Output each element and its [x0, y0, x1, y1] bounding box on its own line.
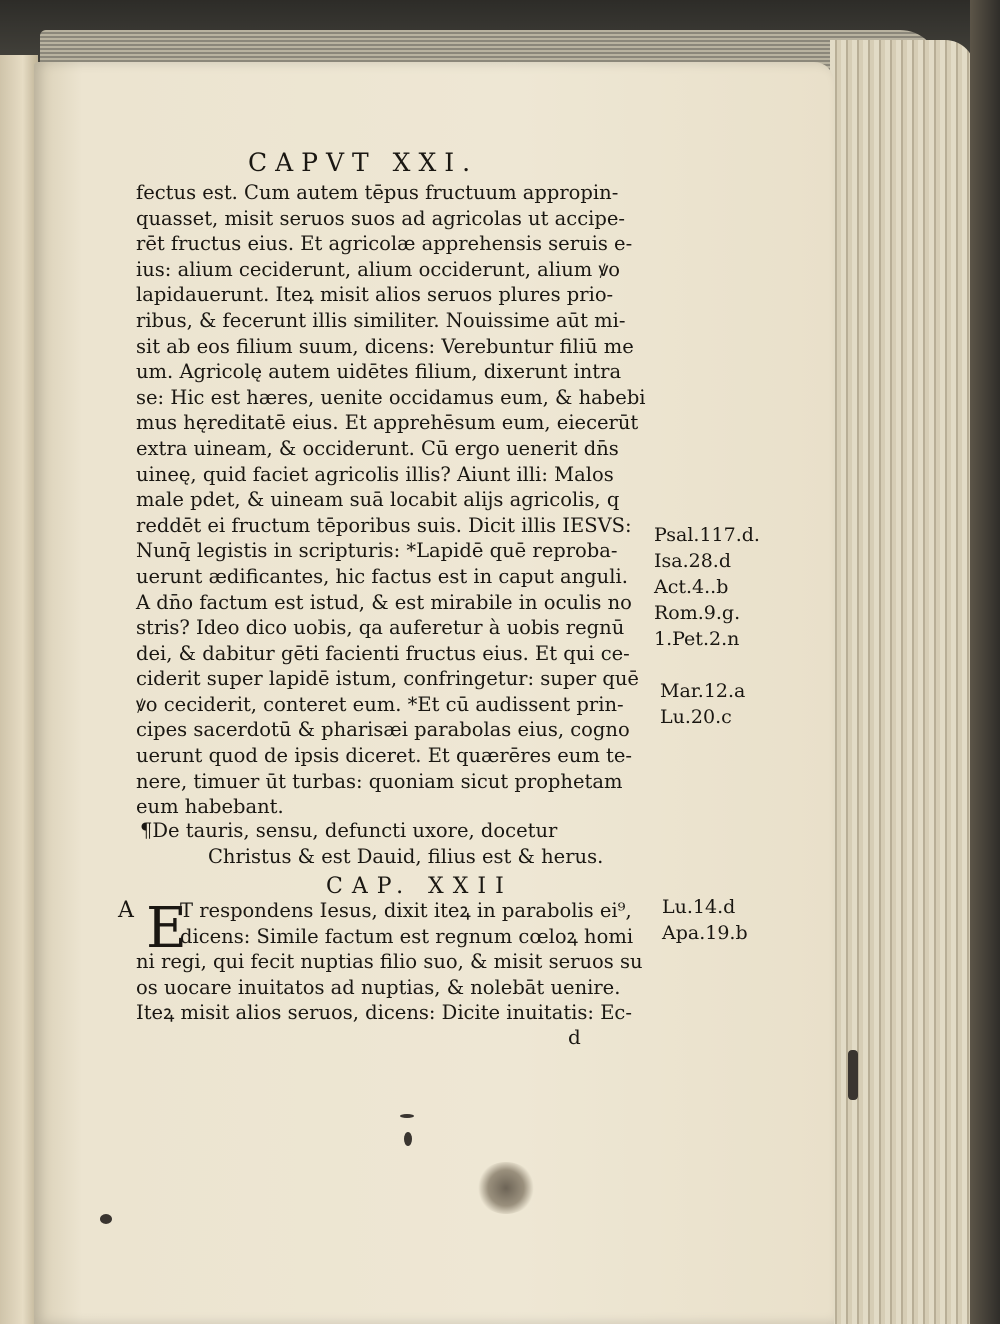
text-line: cipes sacerdotū & pharisæi parabolas eius, cogno [136, 718, 630, 742]
text-line: rēt fructus eius. Et agricolæ apprehensis seruis e- [136, 232, 633, 256]
text-line: T respondens Iesus, dixit iteꝝ in parabolis ei⁹, [180, 899, 632, 922]
text-line: A dn̄o factum est istud, & est mirabile in oculis no [136, 590, 632, 614]
text-line: ciderit super lapidē istum, confringetur: super quē [136, 667, 639, 691]
text-line: se: Hic est hæres, uenite occidamus eum, & habebi [136, 385, 646, 409]
text-line: um. Agricolę autem uidētes filium, dixerunt intra [136, 360, 622, 384]
left-page-edge [0, 55, 38, 1324]
text-line: dei, & dabitur gēti facienti fructus eius. Et qui ce- [136, 641, 630, 665]
text-line: ius: alium ceciderunt, alium occiderunt, alium ꝟo [136, 257, 620, 281]
paper-speck [404, 1132, 412, 1146]
body-text [136, 180, 656, 820]
text-line: mus hęreditatē eius. Et apprehēsum eum, eiecerūt [136, 411, 639, 435]
text-line: os uocare inuitatos ad nuptias, & nolebāt uenire. [136, 975, 621, 999]
text-line: Nunq̄ legistis in scripturis: *Lapidē quē reproba- [136, 539, 618, 563]
chapter-text [136, 898, 656, 1026]
margin-note: Act.4..b [654, 576, 729, 598]
text-line: ribus, & fecerunt illis similiter. Nouissime aūt mi- [136, 308, 626, 332]
margin-note: Rom.9.g. [654, 602, 741, 624]
text-line: sit ab eos filium suum, dicens: Verebuntur filiū me [136, 334, 634, 358]
text-line: stris? Ideo dico uobis, qa auferetur à uobis regnū [136, 616, 625, 640]
section-letter: A [118, 898, 134, 923]
book-cover-edge [970, 0, 1000, 1324]
margin-note: Mar.12.a [660, 680, 746, 702]
text-line: ꝟo ceciderit, conteret eum. *Et cū audissent prin- [136, 692, 624, 716]
text-line: uineę, quid faciet agricolis illis? Aiunt illi: Malos [136, 462, 614, 486]
margin-note: 1.Pet.2.n [654, 628, 740, 650]
text-line: extra uineam, & occiderunt. Cū ergo uenerit dn̄s [136, 436, 619, 460]
text-line: quasset, misit seruos suos ad agricolas ut accipe- [136, 206, 625, 230]
paper-speck [400, 1114, 414, 1118]
page-edge-mark [848, 1050, 858, 1100]
text-line: nere, timuer ūt turbas: quoniam sicut prophetam [136, 769, 623, 793]
running-head: CAPVT XXI. [248, 148, 479, 177]
summary-line: Christus & est Dauid, filius est & herus. [208, 844, 604, 868]
chapter-summary [140, 818, 660, 869]
margin-note: Lu.20.c [660, 706, 732, 728]
text-line: fectus est. Cum autem tēpus fructuum appropin- [136, 181, 619, 204]
text-line: uerunt quod de ipsis diceret. Et quærēres eum te- [136, 744, 633, 768]
margin-note: Apa.19.b [662, 922, 748, 944]
margin-note: Lu.14.d [662, 896, 736, 918]
margin-note: Isa.28.d [654, 550, 732, 572]
page-stack-right [830, 40, 975, 1324]
summary-line: ¶De tauris, sensu, defuncti uxore, docetur [140, 819, 558, 842]
text-line: Iteꝝ misit alios seruos, dicens: Dicite inuitatis: Ec- [136, 1001, 632, 1025]
chapter-title: CAP. XXII [326, 874, 513, 899]
margin-note: Psal.117.d. [654, 524, 760, 546]
text-line: male pdet, & uineam suā locabit alijs agricolis, q [136, 488, 620, 512]
text-line: eum habebant. [136, 795, 284, 819]
drop-cap: E [146, 896, 187, 961]
catchword: d [568, 1025, 581, 1049]
text-line: lapidauerunt. Iteꝝ misit alios seruos plures prio- [136, 283, 614, 307]
text-line: reddēt ei fructum tēporibus suis. Dicit illis IESVS: [136, 513, 632, 537]
text-line: dicens: Simile factum est regnum cœloꝝ homi [180, 924, 634, 948]
paper-speck [100, 1214, 112, 1224]
paper-stain [476, 1162, 536, 1214]
text-line: uerunt ædificantes, hic factus est in caput anguli. [136, 564, 628, 588]
text-line: ni regi, qui fecit nuptias filio suo, & misit seruos su [136, 950, 643, 974]
